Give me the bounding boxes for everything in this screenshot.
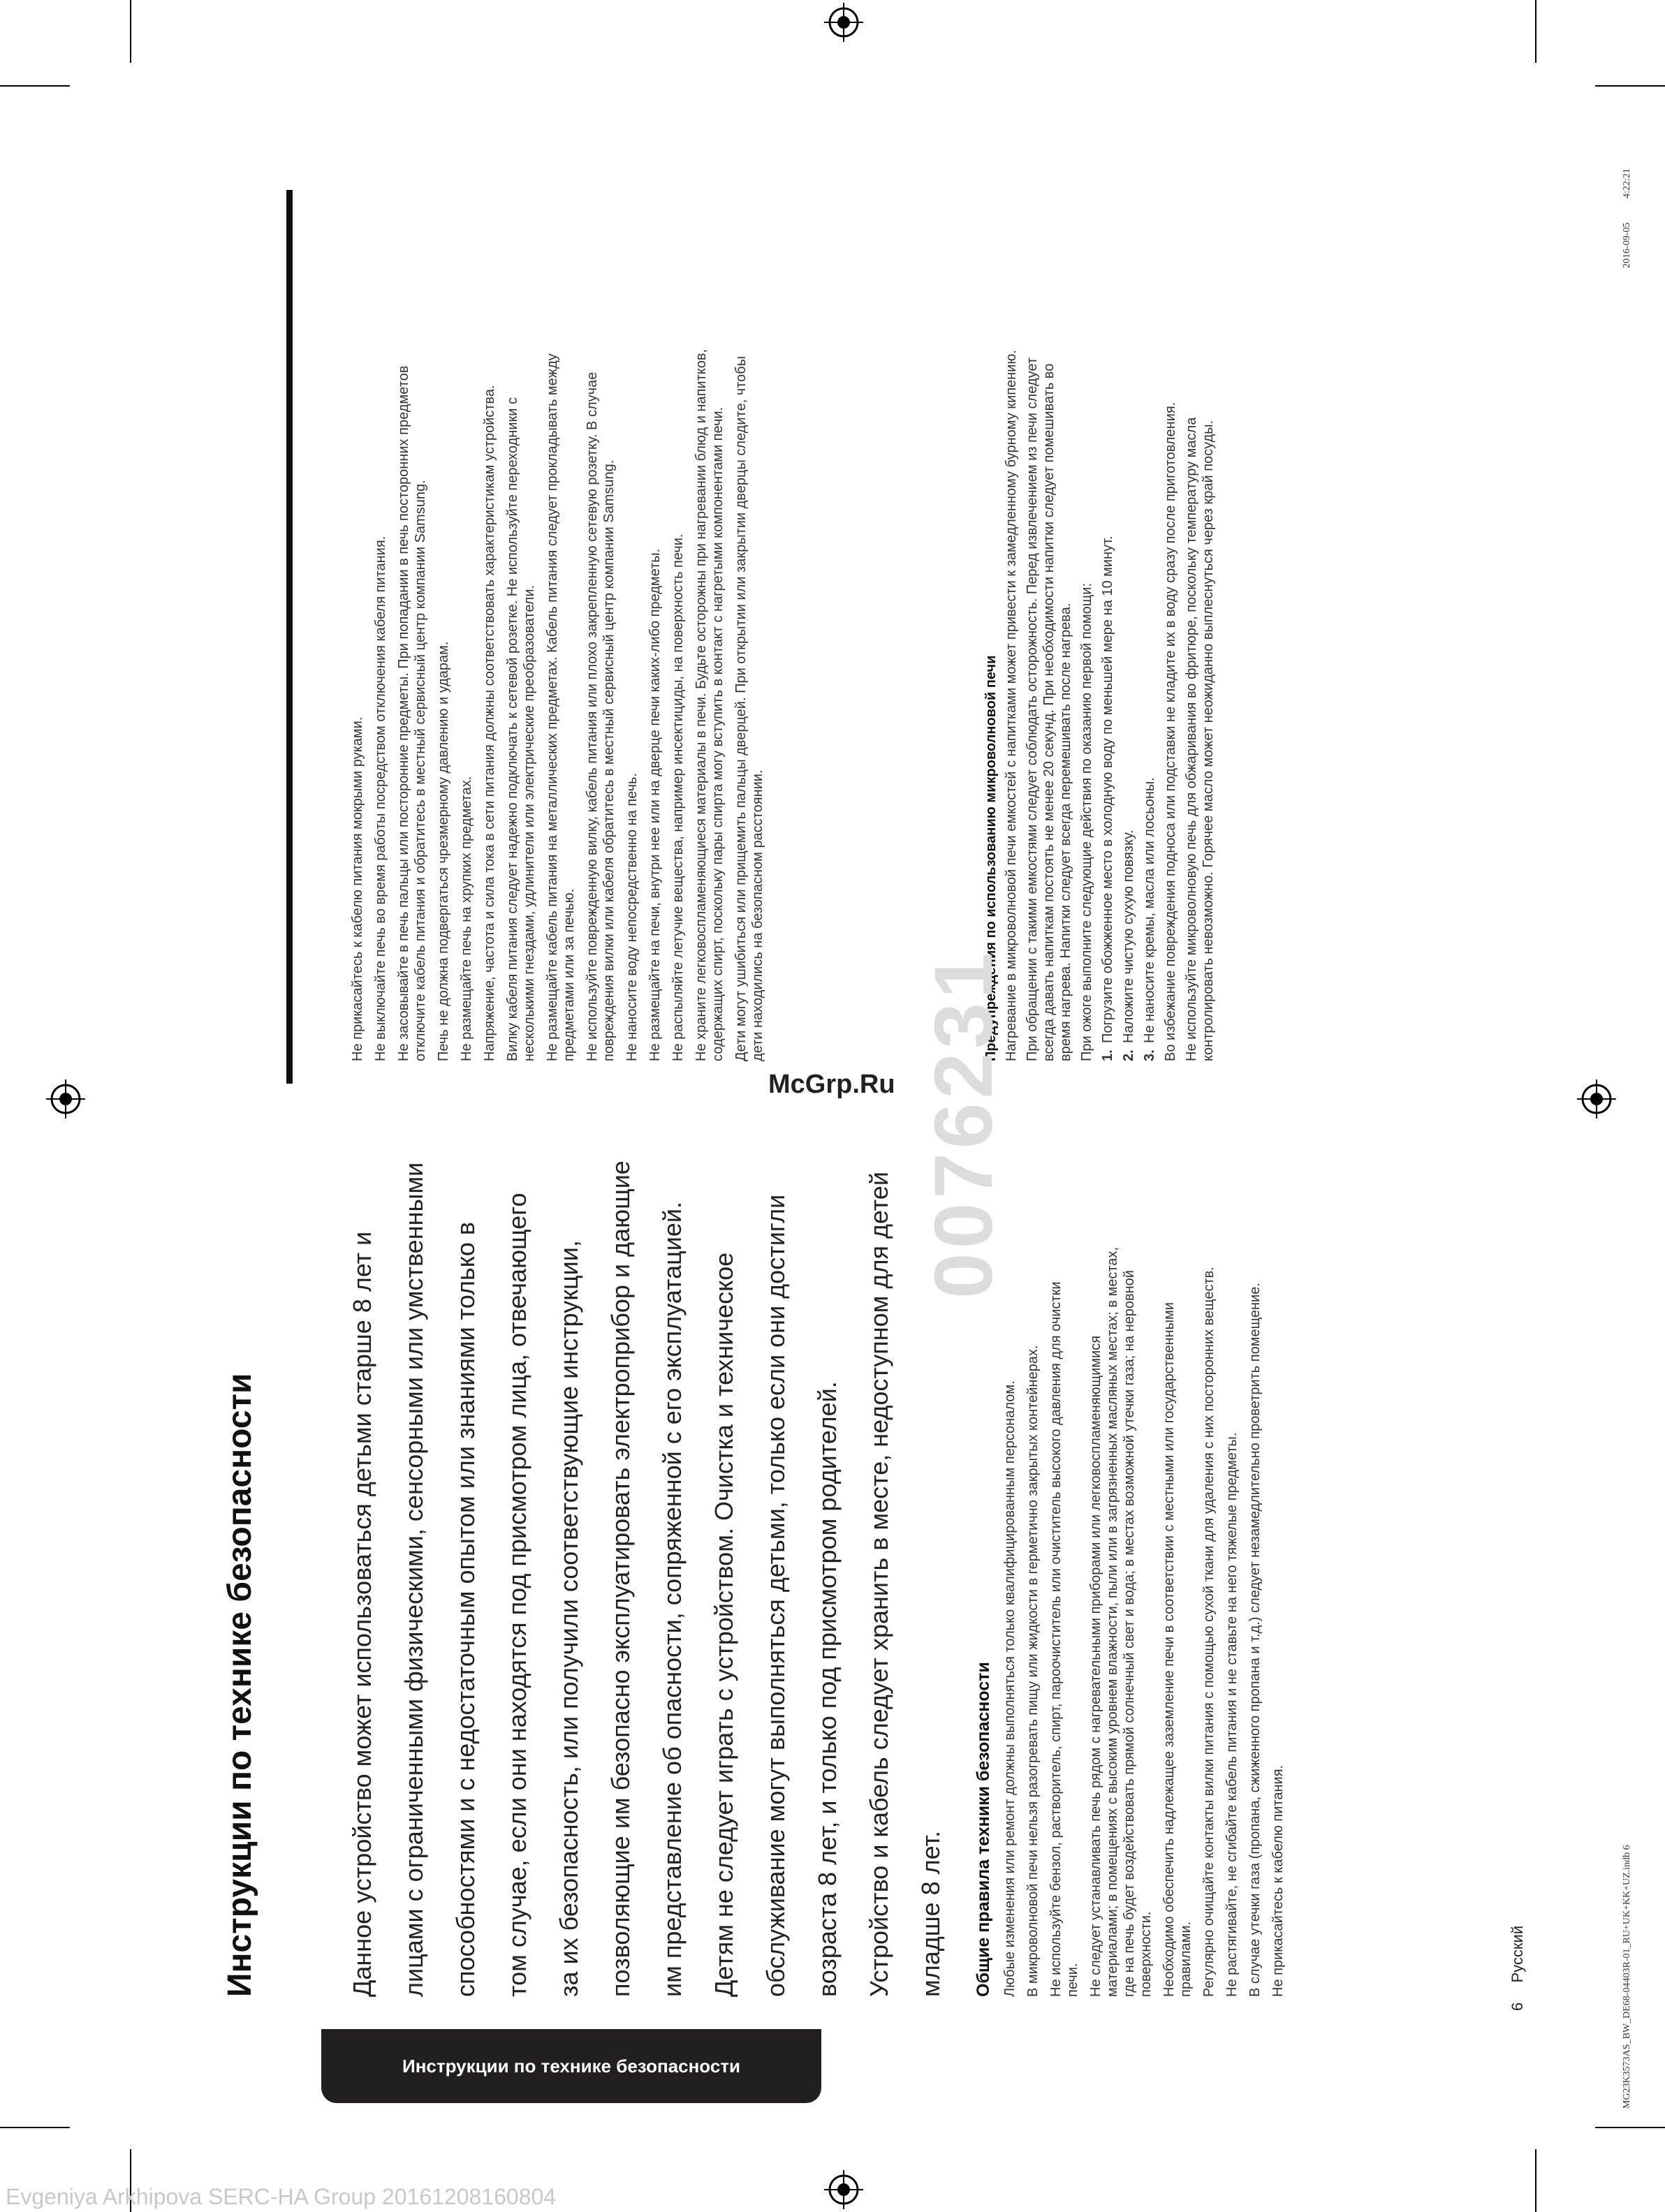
step-text: Погрузите обожженное место в холодную воду по меньшей мере на 10 минут.: [1100, 536, 1115, 1043]
safety-rule: [395, 154, 429, 1061]
safety-rule-line: Не выключайте печь во время работы посредством отключения кабеля питания.: [373, 536, 388, 1061]
safety-rule: [1025, 1117, 1041, 1997]
safety-rule-line: предметами или за печью.: [562, 888, 577, 1061]
microwave-heading: Предупреждения по использованию микроволновой печи: [983, 655, 999, 1061]
intro-line: младше 8 лет.: [916, 1830, 945, 1997]
microwave-list: [1003, 154, 1217, 1061]
safety-rule: [435, 154, 452, 1061]
safety-rule: [1087, 1117, 1154, 1997]
section-tab-label: Инструкции по технике безопасности: [402, 2056, 740, 2077]
intro-line: возраста 8 лет, и только под присмотром родителей.: [813, 1381, 842, 1997]
footer-date: 2016-09-05: [1622, 222, 1632, 268]
safety-rule: [1201, 1117, 1217, 1997]
intro-line: способностями и с недостаточным опытом или знаниями только в: [451, 1221, 480, 1997]
microwave-rule-line: Нагревание в микроволновой печи емкостей с напитками может привести к замедленному бурному кипению.: [1004, 350, 1019, 1061]
intro-line: им представление об опасности, сопряженной с его эксплуатацией.: [658, 1202, 687, 1997]
safety-rule: [372, 154, 389, 1061]
microwave-rule: [1183, 154, 1217, 1061]
microwave-rule-line: контролировать невозможно. Горячее масло может неожиданно выплеснуться через край посуды.: [1201, 420, 1216, 1061]
right-column: [349, 154, 772, 1061]
safety-rule-line: дети находились на безопасном расстоянии.: [750, 769, 765, 1061]
safety-rule-line: Не наносите воду непосредственно на печь.: [624, 772, 640, 1061]
safety-rule-line: материалами; в помещениях с высоким уровнем влажности, пыли или в загрязненных масляных местах; в местах,: [1105, 1246, 1120, 1997]
microwave-section: [982, 154, 1221, 1061]
intro-line: том случае, если они находятся под присмотром лица, отвечающего: [503, 1193, 531, 1997]
safety-rule-line: Не прикасайтесь к кабелю питания.: [1270, 1764, 1286, 1997]
section-tab: [321, 2029, 821, 2103]
step-number: 1.: [1100, 1049, 1115, 1061]
intro-line: Детям не следует играть с устройством. Очистка и техническое: [710, 1252, 738, 1997]
safety-rule-line: Печь не должна подвергаться чрезмерному давлению и ударам.: [436, 641, 451, 1061]
safety-rule-line: Любые изменения или ремонт должны выполняться только квалифицированным персоналом.: [1002, 1380, 1018, 1997]
safety-rule-line: Не размещайте на печи, внутри нее или на дверце печи каких-либо предметы.: [647, 548, 663, 1061]
microwave-rule-line: Не используйте микроволновую печь для обжаривания во фритюре, поскольку температуру масла: [1184, 417, 1199, 1061]
intro-line: за их безопасность, или получили соответствующие инструкции,: [555, 1240, 583, 1997]
safety-rule-line: Не используйте бензол, растворитель, спирт, пароочиститель или очиститель высокого давления для очистки: [1048, 1281, 1064, 1997]
safety-rule-line: отключите кабель питания и обратитесь в местный сервисный центр компании Samsung.: [413, 480, 428, 1061]
intro-line: обслуживание могут выполняться детьми, только если они достигли: [761, 1194, 790, 1997]
safety-rule-line: повреждения вилки или кабеля обратитесь в местный сервисный центр компании Samsung.: [601, 459, 617, 1061]
microwave-rule: [1078, 154, 1095, 1061]
first-aid-step: [1099, 154, 1116, 1061]
watermark-number: 0076231: [918, 948, 1010, 1299]
microwave-rule-line: Во избежание повреждения подноса или подставки не кладите их в воду сразу после приготовления.: [1163, 401, 1178, 1061]
intro-paragraph: [337, 1117, 957, 1997]
general-list: [1002, 1117, 1286, 1997]
page-title: Инструкции по технике безопасности: [221, 1373, 258, 1997]
step-number: 3.: [1142, 1049, 1157, 1061]
safety-rule: [544, 154, 578, 1061]
microwave-rule: [1024, 154, 1074, 1061]
safety-rule-line: печи.: [1065, 1963, 1080, 1997]
registration-mark-icon: [821, 2167, 866, 2212]
microwave-rule: [1162, 154, 1179, 1061]
microwave-rule-line: время нагрева. Напитки следует всегда перемешивать после нагрева.: [1058, 603, 1073, 1061]
safety-rule-line: Не следует устанавливать печь рядом с нагревательными приборами или легковоспламеняющимися: [1088, 1335, 1103, 1997]
intro-line: позволяющие им безопасно эксплуатировать электроприбор и дающие: [606, 1160, 635, 1997]
microwave-rule-line: При ожоге выполните следующие действия по оказанию первой помощи:: [1079, 583, 1094, 1061]
page-number: 6: [1509, 2002, 1526, 2011]
safety-rule-line: Регулярно очищайте контакты вилки питания с помощью сухой ткани для удаления с них посторонних веществ.: [1201, 1267, 1217, 1997]
safety-rule-line: Дети могут ушибиться или прищемить пальцы дверцей. При открытии или закрытии дверцы следите, чтобы: [733, 355, 749, 1061]
safety-rule-line: где на печь будет воздействовать прямой солнечный свет и вода; в местах возможной утечки газа; на неровной: [1122, 1270, 1137, 1997]
registration-mark-icon: [43, 1077, 88, 1121]
safety-rule: [733, 154, 766, 1061]
page-footer: [1509, 1926, 1527, 2011]
first-aid-step: [1120, 154, 1137, 1061]
safety-rule: [1270, 1117, 1286, 1997]
section-divider: [286, 190, 293, 1084]
safety-rule: [647, 154, 663, 1061]
language-label: Русский: [1509, 1925, 1526, 1983]
registration-mark-icon: [821, 0, 866, 45]
intro-line: Данное устройство может использоваться детьми старше 8 лет и: [348, 1231, 376, 1997]
safety-rule-line: Напряжение, частота и сила тока в сети питания должны соответствовать характеристикам устройства.: [482, 385, 497, 1061]
safety-rule-line: Не распыляйте летучие вещества, например инсектициды, на поверхность печи.: [670, 533, 686, 1061]
safety-rule-line: Не размещайте кабель питания на металлических предметах. Кабель питания следует прокладывать между: [545, 353, 560, 1061]
general-section: [971, 1117, 1293, 1997]
general-heading: Общие правила техники безопасности: [974, 1662, 993, 1997]
step-number: 2.: [1121, 1049, 1136, 1061]
watermark-site: McGrp.Ru: [768, 1070, 895, 1099]
safety-rule-line: Не размещайте печь на хрупких предметах.: [459, 776, 474, 1061]
microwave-rule: [1003, 154, 1020, 1061]
first-aid-step: [1141, 154, 1158, 1061]
safety-rule-line: Не засовывайте в печь пальцы или посторонние предметы. При попадании в печь посторонних предметов: [396, 365, 411, 1061]
safety-rule-line: Вилку кабеля питания следует надежно подключать к сетевой розетке. Не используйте переходники с: [505, 397, 520, 1061]
bottom-stamp: Evgeniya Arkhipova SERC-HA Group 20161208160804: [6, 2184, 557, 2209]
safety-rule: [1247, 1117, 1263, 1997]
step-text: Не наносите кремы, масла или лосьоны.: [1142, 777, 1157, 1043]
safety-rule: [481, 154, 498, 1061]
step-text: Наложите чистую сухую повязку.: [1121, 830, 1136, 1043]
safety-rule-line: Не используйте поврежденную вилку, кабель питания или плохо закрепленную сетевую розетку. В случае: [585, 371, 600, 1061]
microwave-rule-line: всегда давать напиткам постоять не менее 20 секунд. При необходимости напитки следует помешивать во: [1041, 363, 1057, 1061]
safety-rule-line: несколькими гнездами, удлинители или электрические преобразователи.: [522, 584, 537, 1061]
safety-rule-line: правилами.: [1178, 1921, 1194, 1997]
safety-rule: [693, 154, 726, 1061]
safety-rule: [624, 154, 640, 1061]
safety-rule-line: Не храните легковоспламеняющиеся материалы в печи. Будьте осторожны при нагревании блюд и напитков,: [694, 348, 709, 1061]
safety-rule: [349, 154, 366, 1061]
footer-time: 4:22:21: [1622, 168, 1632, 198]
safety-rule: [584, 154, 617, 1061]
registration-mark-icon: [1574, 1077, 1619, 1121]
safety-rule-line: В микроволновой печи нельзя разогревать пищу или жидкости в герметично закрытых контейнерах.: [1025, 1345, 1041, 1997]
safety-rule: [1048, 1117, 1081, 1997]
safety-rule: [504, 154, 538, 1061]
safety-rule: [1224, 1117, 1240, 1997]
footer-code: MG23K3573AS_BW_DE68-04403R-01_RU+UK+KK+UZ.indb 6: [1622, 1845, 1632, 2109]
safety-rule-line: поверхности.: [1138, 1911, 1154, 1997]
safety-rule-line: содержащих спирт, поскольку пары спирта могу вступить в контакт с нагретыми компонентами печи.: [710, 406, 726, 1061]
safety-rule: [670, 154, 687, 1061]
safety-rule-line: В случае утечки газа (пропана, сжиженного пропана и т.д.) следует незамедлительно проветрить помещение.: [1247, 1283, 1263, 1997]
microwave-rule-line: При обращении с такими емкостями следует соблюдать осторожность. Перед извлечением из печи следует: [1025, 357, 1040, 1061]
safety-rule-line: Не прикасайтесь к кабелю питания мокрыми руками.: [350, 716, 365, 1061]
safety-rule-line: Не растягивайте, не сгибайте кабель питания и не ставьте на него тяжелые предметы.: [1224, 1432, 1240, 1997]
safety-rule-line: Необходимо обеспечить надлежащее заземление печи в соответствии с местными или государственными: [1161, 1302, 1177, 1997]
safety-rule: [1161, 1117, 1194, 1997]
safety-rule: [458, 154, 475, 1061]
intro-line: лицами с ограниченными физическими, сенсорными или умственными: [399, 1162, 428, 1997]
intro-line: Устройство и кабель следует хранить в месте, недоступном для детей: [865, 1172, 893, 1997]
